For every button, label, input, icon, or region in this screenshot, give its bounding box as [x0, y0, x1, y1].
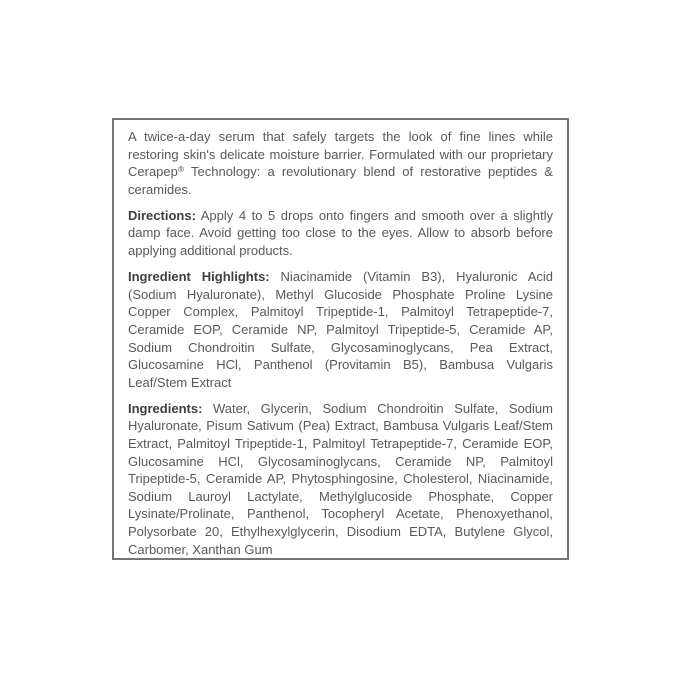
intro-paragraph — [128, 128, 553, 198]
ingredient-highlights-label: Ingredient Highlights: — [128, 269, 270, 285]
text-line: Sodium Chondroitin Sulfate, Glycosaminoglycans, Pea Extract, — [128, 339, 553, 355]
text-line: damp face. Avoid getting too close to the eyes. Allow to absorb before — [128, 225, 553, 241]
text-line: (Sodium Hyaluronate), Methyl Glucoside Phosphate Proline Lysine — [128, 286, 553, 302]
text-line: Polysorbate 20, Ethylhexylglycerin, Disodium EDTA, Butylene Glycol, — [128, 523, 553, 539]
text-line — [128, 268, 553, 286]
text-line-fragment: Water, Glycerin, Sodium Chondroitin Sulfate, Sodium — [212, 400, 553, 416]
registered-trademark-symbol: ® — [177, 164, 185, 175]
text-line: applying additional products. — [128, 243, 293, 259]
text-line: Ceramide EOP, Ceramide NP, Palmitoyl Tripeptide-5, Ceramide AP, — [128, 321, 553, 337]
text-line: Carbomer, Xanthan Gum — [128, 541, 273, 557]
ingredient-highlights-paragraph — [128, 268, 553, 391]
ingredients-label: Ingredients: — [128, 400, 203, 416]
text-line: Glucosamine HCl, Glycosaminoglycans, Ceramide NP, Palmitoyl — [128, 453, 553, 469]
directions-label: Directions: — [128, 207, 196, 223]
text-line — [128, 400, 553, 418]
text-line: A twice-a-day serum that safely targets the look of fine lines while — [128, 129, 553, 144]
text-line: Hyaluronate, Pisum Sativum (Pea) Extract, Bambusa Vulgaris Leaf/Stem — [128, 418, 553, 434]
directions-paragraph — [128, 207, 553, 260]
text-line: Extract, Palmitoyl Tripeptide-1, Palmitoyl Tetrapeptide-7, Ceramide EOP, — [128, 436, 553, 451]
text-line: restoring skin's delicate moisture barrier. Formulated with our proprietary — [128, 146, 553, 162]
text-line-fragment: Apply 4 to 5 drops onto fingers and smooth over a slightly — [200, 207, 554, 223]
text-line-fragment: Technology: a revolutionary blend of restorative peptides & — [191, 164, 553, 180]
text-line: Lysinate/Prolinate, Panthenol, Tocopheryl Acetate, Phenoxyethanol, — [128, 506, 553, 522]
text-line-fragment: Niacinamide (Vitamin B3), Hyaluronic Acid — [280, 269, 553, 285]
description-panel — [112, 118, 569, 560]
text-line: Leaf/Stem Extract — [128, 374, 232, 390]
text-line: Copper Complex, Palmitoyl Tripeptide-1, Palmitoyl Tetrapeptide-7, — [128, 304, 553, 320]
text-line: Sodium Lauroyl Lactylate, Methylglucoside Phosphate, Copper — [128, 488, 553, 504]
brand-technology-name: Cerapep — [128, 164, 178, 180]
text-line: Tripeptide-5, Ceramide AP, Phytosphingosine, Cholesterol, Niacinamide, — [128, 471, 553, 487]
text-line — [128, 207, 553, 225]
text-line — [128, 163, 553, 181]
ingredients-paragraph — [128, 400, 553, 558]
text-line: Glucosamine HCl, Panthenol (Provitamin B5), Bambusa Vulgaris — [128, 357, 553, 373]
text-line: ceramides. — [128, 181, 192, 197]
